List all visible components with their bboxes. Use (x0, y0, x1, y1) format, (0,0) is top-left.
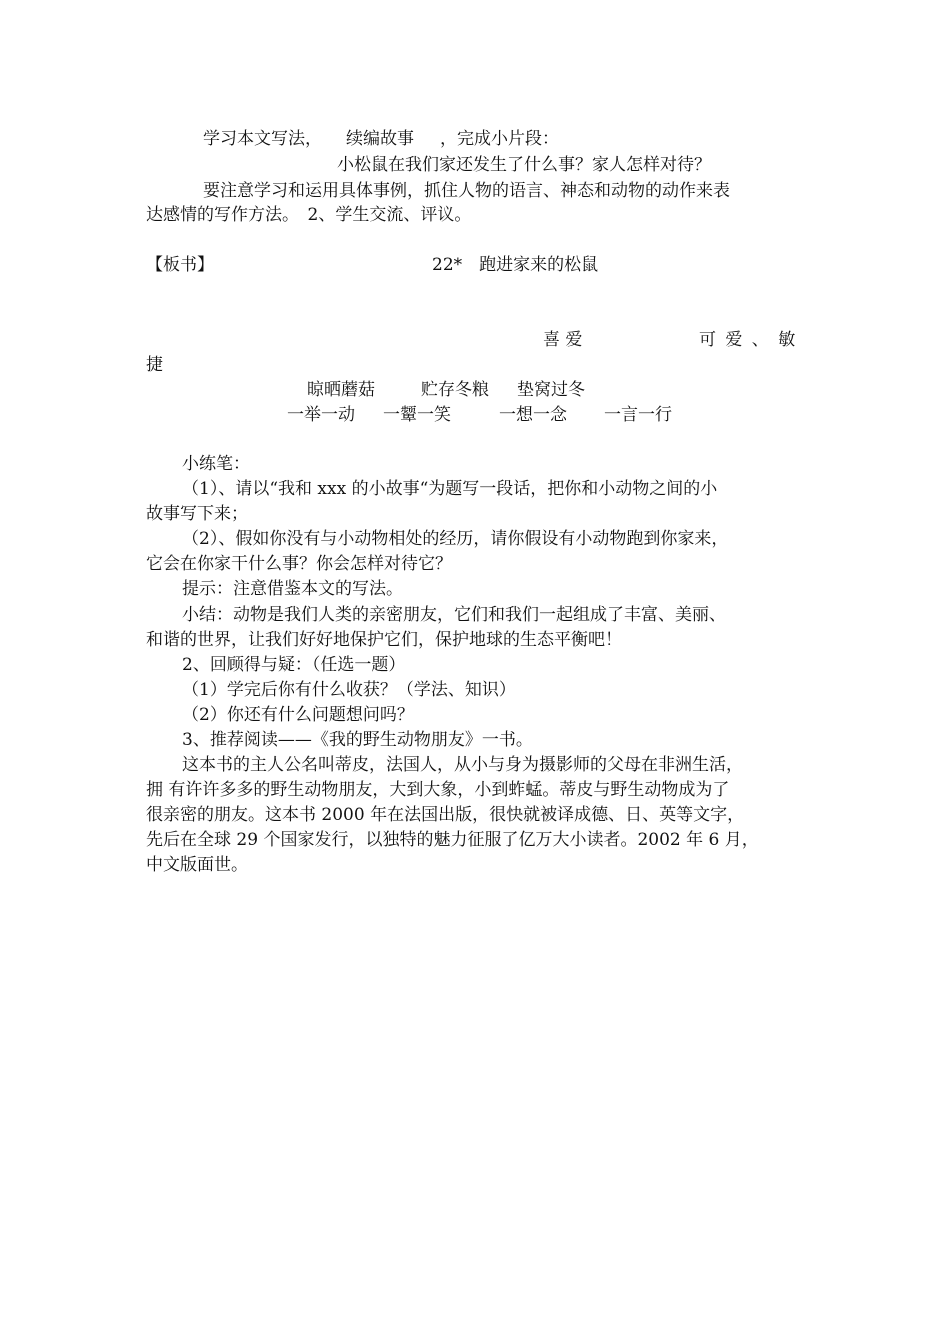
intro-line-1a: 学习本文写法， (203, 129, 322, 149)
board-item-nest: 垫窝过冬 (517, 380, 585, 400)
board-item-store-food: 贮存冬粮 (421, 380, 489, 400)
intro-line-1c: ，完成小片段： (440, 129, 559, 149)
practice-hint: 提示：注意借鉴本文的写法。 (182, 579, 403, 599)
review-question-2: （2）你还有什么问题想问吗？ (182, 705, 414, 725)
summary-line-1: 小结：动物是我们人类的亲密朋友，它们和我们一起组成了丰富、美丽、 (182, 605, 726, 625)
board-agile-end: 捷 (146, 355, 163, 375)
board-label: 【板书】 (146, 255, 214, 275)
practice-title: 小练笔： (182, 454, 250, 474)
reading-line-5: 中文版面世。 (146, 855, 248, 875)
practice-item-1a: （1）、请以“我和 xxx 的小故事“为题写一段话，把你和小动物之间的小 (182, 479, 718, 499)
board-cute: 可 爱 、 敏 (699, 330, 798, 350)
board-title: 22* 跑进家来的松鼠 (432, 255, 599, 275)
reading-line-4: 先后在全球 29 个国家发行，以独特的魅力征服了亿万大小读者。2002 年 6 月， (146, 830, 759, 850)
board-item-mushrooms: 晾晒蘑菇 (307, 380, 375, 400)
reading-line-1: 这本书的主人公名叫蒂皮，法国人，从小与身为摄影师的父母在非洲生活， (182, 755, 743, 775)
practice-item-1b: 故事写下来； (146, 504, 248, 524)
board-item-smiles: 一颦一笑 (383, 405, 451, 425)
intro-line-4: 达感情的写作方法。 2、学生交流、评议。 (146, 205, 472, 225)
practice-item-2a: （2）、假如你没有与小动物相处的经历，请你假设有小动物跑到你家来， (182, 529, 729, 549)
intro-line-3: 要注意学习和运用具体事例，抓住人物的语言、神态和动物的动作来表 (203, 181, 730, 201)
board-item-actions: 一举一动 (287, 405, 355, 425)
review-question-1: （1）学完后你有什么收获？（学法、知识） (182, 680, 516, 700)
reading-title: 3、推荐阅读——《我的野生动物朋友》一书。 (182, 730, 533, 750)
review-title: 2、回顾得与疑：（任选一题） (182, 655, 406, 675)
reading-line-3: 很亲密的朋友。这本书 2000 年在法国出版，很快就被译成德、日、英等文字， (146, 805, 745, 825)
intro-line-2: 小松鼠在我们家还发生了什么事？家人怎样对待？ (337, 155, 711, 175)
board-love: 喜 爱 (543, 330, 583, 350)
board-item-words: 一言一行 (604, 405, 672, 425)
practice-item-2b: 它会在你家干什么事？你会怎样对待它？ (146, 554, 452, 574)
summary-line-2: 和谐的世界，让我们好好地保护它们，保护地球的生态平衡吧！ (146, 630, 622, 650)
intro-line-1b: 续编故事 (346, 129, 414, 149)
board-item-thoughts: 一想一念 (499, 405, 567, 425)
reading-line-2: 拥 有许许多多的野生动物朋友，大到大象，小到蚱蜢。蒂皮与野生动物成为了 (146, 780, 730, 800)
